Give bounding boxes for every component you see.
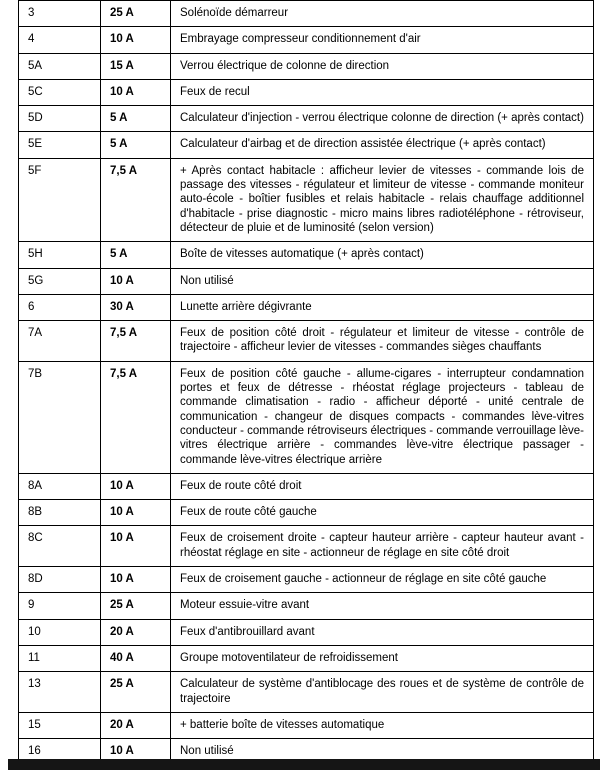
amperage-cell: 20 A	[101, 712, 171, 738]
table-row	[19, 132, 594, 158]
description-cell: Feux de route côté gauche	[171, 500, 594, 526]
description-cell: Embrayage compresseur conditionnement d'air	[171, 27, 594, 53]
description-cell: Non utilisé	[171, 268, 594, 294]
amperage-cell: 15 A	[101, 53, 171, 79]
fuse-table	[18, 0, 594, 765]
table-row	[19, 361, 594, 473]
description-cell: Feux de route côté droit	[171, 473, 594, 499]
description-cell: Verrou électrique de colonne de direction	[171, 53, 594, 79]
table-row	[19, 53, 594, 79]
table-row	[19, 712, 594, 738]
fuse-number-cell: 8A	[19, 473, 101, 499]
description-cell: + Après contact habitacle : afficheur levier de vitesses - commande lois de passage des vitesses - régulateur et limiteur de vitesse - commande moniteur auto-école - boîtier fusibles et relais habitacle - relais chauffage additionnel d'habitacle - prise diagnostic - micro mains libres radiotéléphone - rétroviseur, détecteur de pluie et de luminosité (selon version)	[171, 158, 594, 241]
table-row	[19, 645, 594, 671]
table-row	[19, 1, 594, 27]
fuse-number-cell: 5A	[19, 53, 101, 79]
page-edge-bar	[8, 759, 600, 770]
table-row	[19, 106, 594, 132]
amperage-cell: 7,5 A	[101, 158, 171, 241]
amperage-cell: 10 A	[101, 526, 171, 567]
fuse-number-cell: 8D	[19, 567, 101, 593]
description-cell: Moteur essuie-vitre avant	[171, 593, 594, 619]
fuse-number-cell: 11	[19, 645, 101, 671]
fuse-number-cell: 13	[19, 672, 101, 713]
amperage-cell: 10 A	[101, 739, 171, 765]
fuse-number-cell: 6	[19, 294, 101, 320]
fuse-number-cell: 8B	[19, 500, 101, 526]
table-row	[19, 619, 594, 645]
amperage-cell: 5 A	[101, 132, 171, 158]
amperage-cell: 30 A	[101, 294, 171, 320]
fuse-number-cell: 8C	[19, 526, 101, 567]
description-cell: Calculateur d'airbag et de direction assistée électrique (+ après contact)	[171, 132, 594, 158]
fuse-number-cell: 5G	[19, 268, 101, 294]
description-cell: Feux de position côté gauche - allume-cigares - interrupteur condamnation portes et feux de détresse - rhéostat réglage projecteurs - tableau de commande climatisation - radio - afficheur déporté - unité centrale de communication - changeur de disques compacts - commandes lève-vitres conducteur - commande rétroviseurs électriques - commande verrouillage lève-vitres électrique arrière - commandes lève-vitre électrique passager - commande lève-vitres électrique arrière	[171, 361, 594, 473]
fuse-number-cell: 10	[19, 619, 101, 645]
table-row	[19, 268, 594, 294]
fuse-number-cell: 5E	[19, 132, 101, 158]
amperage-cell: 20 A	[101, 619, 171, 645]
amperage-cell: 10 A	[101, 27, 171, 53]
amperage-cell: 10 A	[101, 79, 171, 105]
amperage-cell: 5 A	[101, 106, 171, 132]
description-cell: Feux d'antibrouillard avant	[171, 619, 594, 645]
amperage-cell: 10 A	[101, 500, 171, 526]
description-cell: + batterie boîte de vitesses automatique	[171, 712, 594, 738]
fuse-number-cell: 3	[19, 1, 101, 27]
table-row	[19, 294, 594, 320]
fuse-number-cell: 5C	[19, 79, 101, 105]
amperage-cell: 10 A	[101, 567, 171, 593]
description-cell: Feux de croisement gauche - actionneur de réglage en site côté gauche	[171, 567, 594, 593]
amperage-cell: 25 A	[101, 1, 171, 27]
amperage-cell: 10 A	[101, 473, 171, 499]
table-row	[19, 79, 594, 105]
fuse-number-cell: 16	[19, 739, 101, 765]
description-cell: Groupe motoventilateur de refroidissement	[171, 645, 594, 671]
table-row	[19, 526, 594, 567]
fuse-table-body	[19, 1, 594, 765]
fuse-number-cell: 5F	[19, 158, 101, 241]
description-cell: Solénoïde démarreur	[171, 1, 594, 27]
table-row	[19, 593, 594, 619]
amperage-cell: 25 A	[101, 672, 171, 713]
amperage-cell: 5 A	[101, 242, 171, 268]
fuse-number-cell: 7A	[19, 321, 101, 362]
amperage-cell: 7,5 A	[101, 361, 171, 473]
table-row	[19, 158, 594, 241]
description-cell: Calculateur d'injection - verrou électrique colonne de direction (+ après contact)	[171, 106, 594, 132]
fuse-number-cell: 9	[19, 593, 101, 619]
table-row	[19, 473, 594, 499]
description-cell: Feux de croisement droite - capteur hauteur arrière - capteur hauteur avant - rhéostat réglage en site - actionneur de réglage en site côté droit	[171, 526, 594, 567]
table-row	[19, 27, 594, 53]
fuse-table-container	[18, 0, 594, 765]
table-row	[19, 567, 594, 593]
amperage-cell: 10 A	[101, 268, 171, 294]
description-cell: Calculateur de système d'antiblocage des roues et de système de contrôle de trajectoire	[171, 672, 594, 713]
description-cell: Feux de recul	[171, 79, 594, 105]
table-row	[19, 242, 594, 268]
table-row	[19, 500, 594, 526]
amperage-cell: 7,5 A	[101, 321, 171, 362]
fuse-number-cell: 4	[19, 27, 101, 53]
fuse-number-cell: 5D	[19, 106, 101, 132]
table-row	[19, 321, 594, 362]
description-cell: Boîte de vitesses automatique (+ après contact)	[171, 242, 594, 268]
fuse-number-cell: 15	[19, 712, 101, 738]
fuse-number-cell: 5H	[19, 242, 101, 268]
fuse-number-cell: 7B	[19, 361, 101, 473]
table-row	[19, 672, 594, 713]
description-cell: Feux de position côté droit - régulateur et limiteur de vitesse - contrôle de trajectoire - afficheur levier de vitesses - commandes sièges chauffants	[171, 321, 594, 362]
amperage-cell: 25 A	[101, 593, 171, 619]
amperage-cell: 40 A	[101, 645, 171, 671]
description-cell: Non utilisé	[171, 739, 594, 765]
description-cell: Lunette arrière dégivrante	[171, 294, 594, 320]
